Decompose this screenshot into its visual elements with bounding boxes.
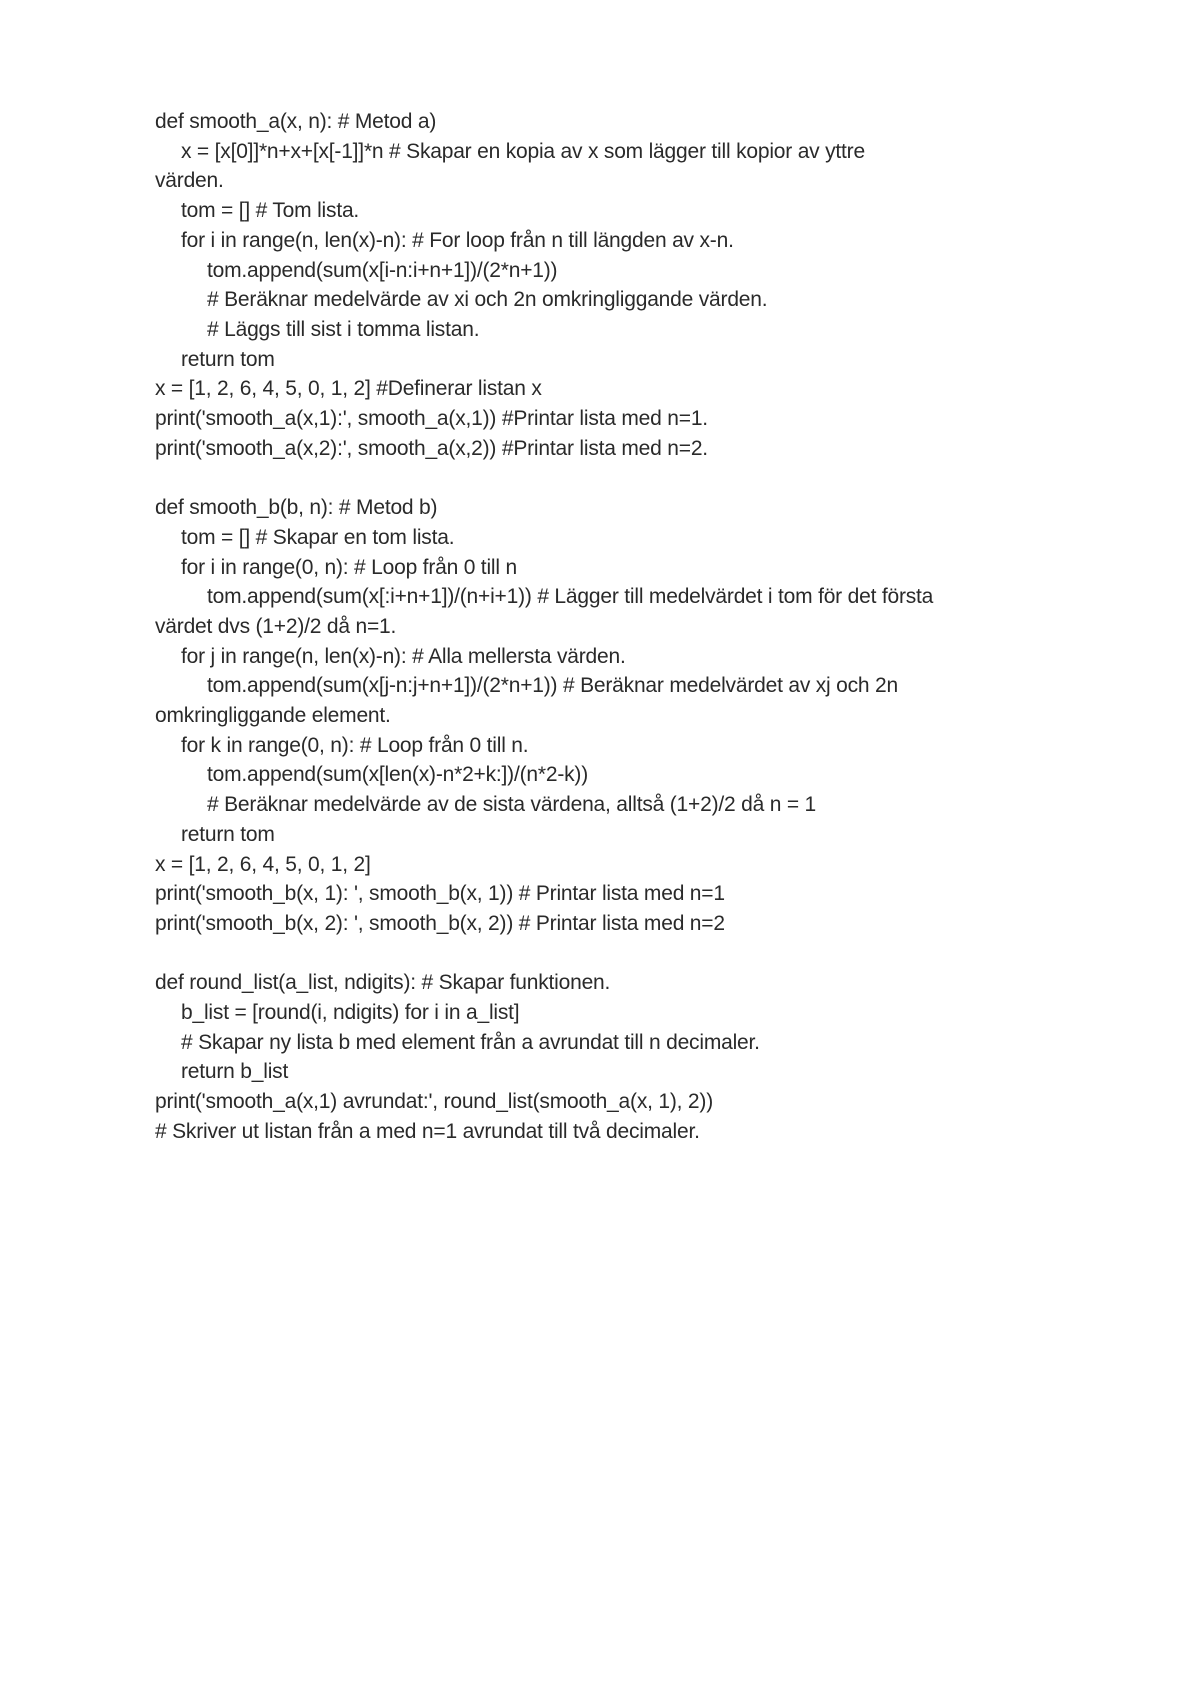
code-line: # Skapar ny lista b med element från a avrundat till n decimaler. <box>181 1030 760 1054</box>
code-line: # Beräknar medelvärde av de sista värdena, alltså (1+2)/2 då n = 1 <box>207 793 816 817</box>
code-text-block <box>155 107 1075 1147</box>
code-line: for i in range(0, n): # Loop från 0 till n <box>181 555 517 579</box>
blank-line <box>155 939 1075 969</box>
code-line: värden. <box>155 169 224 193</box>
code-line: def smooth_a(x, n): # Metod a) <box>155 110 437 133</box>
code-line: print('smooth_a(x,1):', smooth_a(x,1)) #Printar lista med n=1. <box>155 407 708 431</box>
blank-line <box>155 463 1075 493</box>
code-line: tom = [] # Tom lista. <box>181 199 360 223</box>
code-line: tom.append(sum(x[i-n:i+n+1])/(2*n+1)) <box>207 258 558 282</box>
code-line: for j in range(n, len(x)-n): # Alla mellersta värden. <box>181 644 626 668</box>
code-line: return tom <box>181 822 275 846</box>
code-line: tom = [] # Skapar en tom lista. <box>181 525 455 549</box>
code-line: # Läggs till sist i tomma listan. <box>207 317 480 341</box>
code-line: tom.append(sum(x[:i+n+1])/(n+i+1)) # Lägger till medelvärdet i tom för det första <box>207 585 934 609</box>
code-line: for k in range(0, n): # Loop från 0 till n. <box>181 733 529 757</box>
code-line: return b_list <box>181 1060 289 1084</box>
code-line: b_list = [round(i, ndigits) for i in a_list] <box>181 1001 520 1025</box>
code-line: print('smooth_a(x,1) avrundat:', round_list(smooth_a(x, 1), 2)) <box>155 1090 713 1114</box>
code-line: return tom <box>181 347 275 371</box>
code-line: # Skriver ut listan från a med n=1 avrundat till två decimaler. <box>155 1119 700 1143</box>
code-line: def smooth_b(b, n): # Metod b) <box>155 496 438 520</box>
code-line: tom.append(sum(x[len(x)-n*2+k:])/(n*2-k)) <box>207 763 589 787</box>
code-line: x = [x[0]]*n+x+[x[-1]]*n # Skapar en kopia av x som lägger till kopior av yttre <box>181 139 865 163</box>
code-line: värdet dvs (1+2)/2 då n=1. <box>155 614 397 638</box>
code-line: print('smooth_b(x, 2): ', smooth_b(x, 2)) # Printar lista med n=2 <box>155 911 725 935</box>
code-line: x = [1, 2, 6, 4, 5, 0, 1, 2] #Definerar listan x <box>155 377 542 401</box>
code-line: print('smooth_b(x, 1): ', smooth_b(x, 1)) # Printar lista med n=1 <box>155 882 725 906</box>
code-line: tom.append(sum(x[j-n:j+n+1])/(2*n+1)) # Beräknar medelvärdet av xj och 2n <box>207 674 899 698</box>
code-line: def round_list(a_list, ndigits): # Skapar funktionen. <box>155 971 611 995</box>
code-line: # Beräknar medelvärde av xi och 2n omkringliggande värden. <box>207 288 768 312</box>
code-line: omkringliggande element. <box>155 704 391 728</box>
code-line: x = [1, 2, 6, 4, 5, 0, 1, 2] <box>155 852 371 876</box>
code-line: for i in range(n, len(x)-n): # For loop från n till längden av x-n. <box>181 228 734 252</box>
code-line: print('smooth_a(x,2):', smooth_a(x,2)) #Printar lista med n=2. <box>155 436 708 460</box>
